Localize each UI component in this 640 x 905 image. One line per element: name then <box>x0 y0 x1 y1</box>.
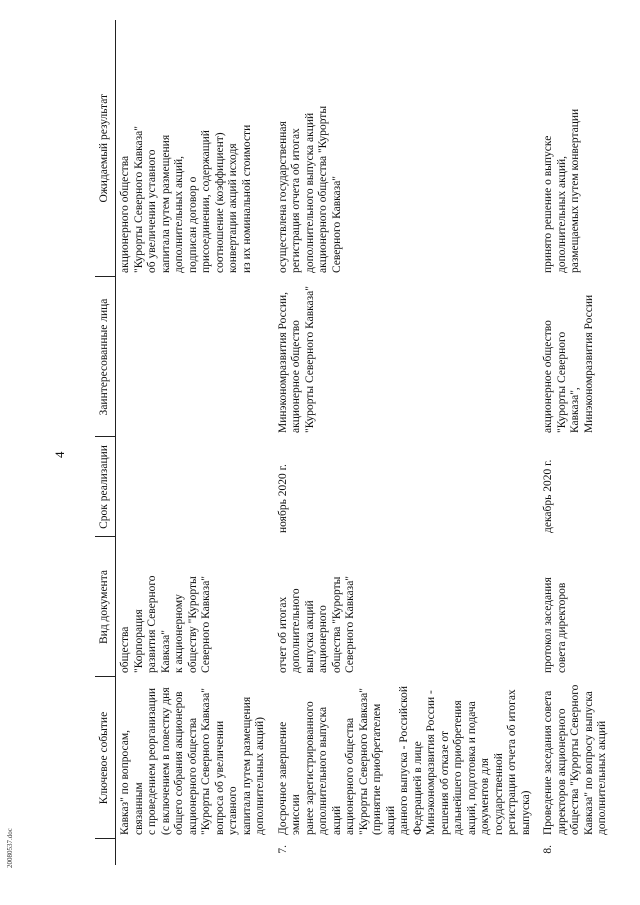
cell-document-type: протокол заседания совета директоров <box>542 577 568 673</box>
cell-document-type: общества "Корпорация развития Северного Кавказа" к акционерному обществу "Курорты Северного Кавказа" <box>119 575 212 673</box>
header-key-event: Ключевое событие <box>95 677 116 839</box>
cell-stakeholders: акционерное общество "Курорты Северного Кавказа", Минэкономразвития России <box>542 294 595 433</box>
rotated-table-container <box>95 20 608 865</box>
cell-key-event: Досрочное завершение эмиссии ранее зарегистрированного дополнительного выпуска акций акционерного общества "Курорты Северного Кавказа" (принятие приобретателем акций данного выпуска - Российской Федерацией в лице Минэкономразвития России - решения об отказе от дальнейшего приобретения акций, подготовка и подача документов для государственной регистрации отчета об итогах выпуска) <box>276 685 532 835</box>
cell-key-event: Проведение заседания совета директоров акционерного общества "Курорты Северного Кавказа" по вопросу выпуска дополнительных акций <box>542 684 608 835</box>
cell-deadline: декабрь 2020 г. <box>542 459 554 533</box>
header-deadline: Срок реализации <box>95 437 116 537</box>
cell-document-type: отчет об итогах дополнительного выпуска акций акционерного общества "Курорты Северного Кавказа" <box>276 575 356 673</box>
cell-expected-result: принято решение о выпуске дополнительных акций, размещаемых путем конвертации <box>542 108 581 273</box>
row-number: 8. <box>542 845 554 854</box>
cell-stakeholders <box>116 277 274 437</box>
cell-key-event: Кавказ" по вопросам, связанным с проведением реорганизации (с включением в повестку дня общего собрания акционеров акционерного общества "Курорты Северного Кавказа" вопроса об увеличении уставного капитала путем размещения дополнительных акций) <box>119 687 266 835</box>
row-number: 7. <box>276 845 289 854</box>
events-table <box>95 20 616 865</box>
header-stakeholders: Заинтересованные лица <box>95 277 116 437</box>
cell-deadline: ноябрь 2020 г. <box>276 464 289 533</box>
header-number <box>95 839 116 865</box>
row-number <box>116 839 274 865</box>
table-header-row <box>95 20 116 865</box>
page-number: 4 <box>52 451 67 458</box>
table-row <box>274 20 540 865</box>
cell-expected-result: акционерного общества "Курорты Северного Кавказа" об увеличении уставного капитала путем размещения дополнительных акций, подписан договор о присоединении, содержащий соотношение (коэффициент) конвертации акций исходя из их номинальной стоимости <box>119 124 253 273</box>
cell-stakeholders: Минэкономразвития России, акционерное общество "Курорты Северного Кавказа" <box>276 286 316 433</box>
document-code: 20080537.doc <box>6 828 14 868</box>
cell-expected-result: осуществлена государственная регистрация отчета об итогах дополнительного выпуска акций акционерного общества "Курорты Северного Кавказа" <box>276 105 343 273</box>
table-row <box>539 20 616 865</box>
header-expected-result: Ожидаемый результат <box>95 20 116 277</box>
cell-deadline <box>116 437 274 537</box>
header-document-type: Вид документа <box>95 537 116 677</box>
table-row <box>116 20 274 865</box>
